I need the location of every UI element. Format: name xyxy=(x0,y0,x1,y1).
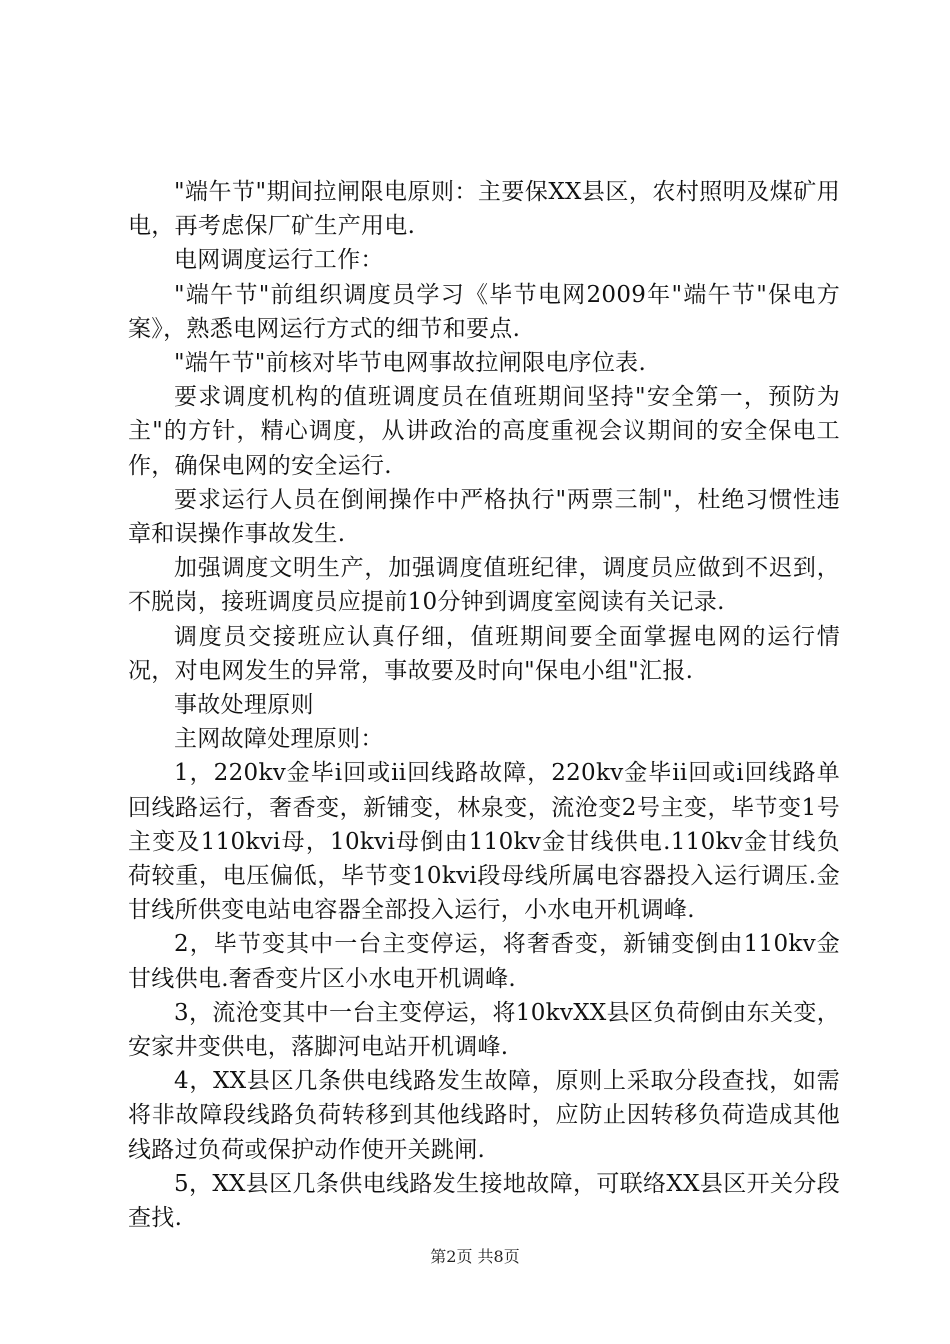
paragraph: 调度员交接班应认真仔细，值班期间要全面掌握电网的运行情况，对电网发生的异常，事故要及时向"保电小组"汇报. xyxy=(128,623,840,684)
paragraph: 加强调度文明生产，加强调度值班纪律，调度员应做到不迟到，不脱岗，接班调度员应提前10分钟到调度室阅读有关记录. xyxy=(128,555,840,616)
paragraph: "端午节"前核对毕节电网事故拉闸限电序位表. xyxy=(174,350,647,377)
list-item: 1，220kv金毕i回或ii回线路故障，220kv金毕ii回或i回线路单回线路运行，奢香变，新铺变，林泉变，流沧变2号主变，毕节变1号主变及110kvi母，10kvi母倒由110kv金甘线供电.110kv金甘线负荷较重，电压偏低，毕节变10kvi段母线所属电容器投入运行调压.金甘线所供变电站电容器全部投入运行，小水电开机调峰. xyxy=(128,760,840,924)
document-body xyxy=(128,175,840,1235)
paragraph: 要求调度机构的值班调度员在值班期间坚持"安全第一，预防为主"的方针，精心调度，从讲政治的高度重视会议期间的安全保电工作，确保电网的安全运行. xyxy=(128,384,840,479)
list-item: 5，XX县区几条供电线路发生接地故障，可联络XX县区开关分段查找. xyxy=(128,1170,840,1232)
page-number-footer: 第2页 共8页 xyxy=(430,1247,520,1266)
list-item: 3，流沧变其中一台主变停运，将10kvXX县区负荷倒由东关变，安家井变供电，落脚河电站开机调峰. xyxy=(128,999,840,1061)
subsection-heading: 主网故障处理原则： xyxy=(174,726,384,753)
list-item: 2，毕节变其中一台主变停运，将奢香变，新铺变倒由110kv金甘线供电.奢香变片区小水电开机调峰. xyxy=(128,931,840,992)
paragraph: "端午节"期间拉闸限电原则：主要保XX县区，农村照明及煤矿用电，再考虑保厂矿生产用电. xyxy=(128,179,840,240)
paragraph: 电网调度运行工作： xyxy=(174,247,384,274)
paragraph: "端午节"前组织调度员学习《毕节电网2009年"端午节"保电方案》，熟悉电网运行方式的细节和要点. xyxy=(128,281,840,342)
paragraph: 要求运行人员在倒闸操作中严格执行"两票三制"，杜绝习惯性违章和误操作事故发生. xyxy=(128,486,840,548)
section-heading: 事故处理原则 xyxy=(174,692,314,719)
list-item: 4，XX县区几条供电线路发生故障，原则上采取分段查找，如需将非故障段线路负荷转移到其他线路时，应防止因转移负荷造成其他线路过负荷或保护动作使开关跳闸. xyxy=(128,1068,840,1163)
